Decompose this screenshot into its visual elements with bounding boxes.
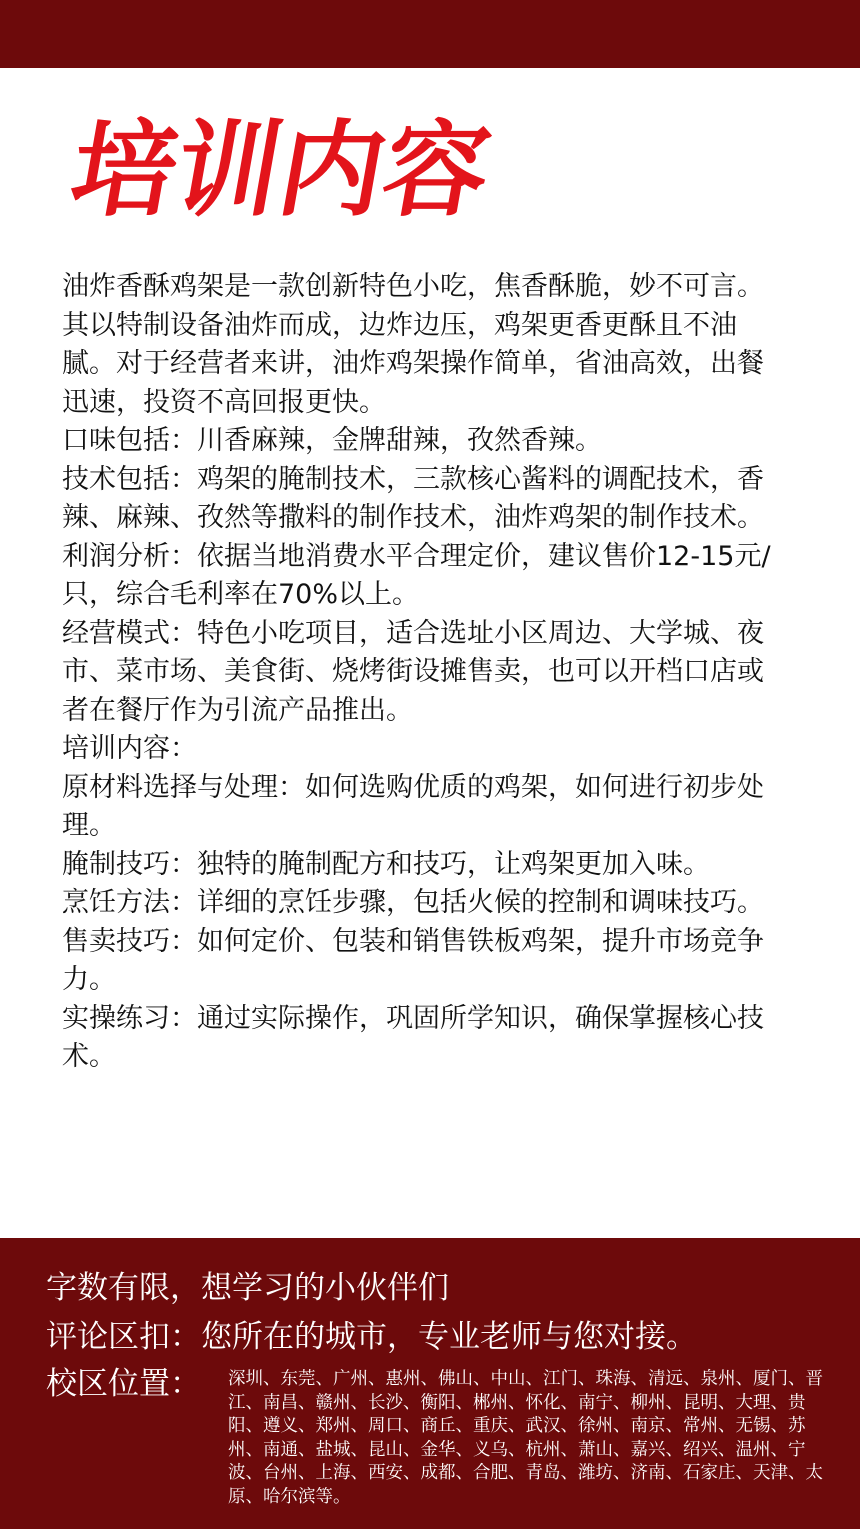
profit-paragraph: 利润分析：依据当地消费水平合理定价，建议售价12-15元/只，综合毛利率在70%以上。 [62, 540, 771, 610]
selling-paragraph: 售卖技巧：如何定价、包装和销售铁板鸡架，提升市场竞争力。 [62, 925, 764, 995]
technique-paragraph: 技术包括：鸡架的腌制技术，三款核心酱料的调配技术，香辣、麻辣、孜然等撒料的制作技术，油炸鸡架的制作技术。 [62, 463, 764, 533]
page-title: 培训内容 [61, 109, 500, 231]
footer-line-2: 评论区扣：您所在的城市，专业老师与您对接。 [46, 1319, 697, 1355]
marinate-paragraph: 腌制技巧：独特的腌制配方和技巧，让鸡架更加入味。 [62, 848, 710, 880]
training-heading: 培训内容： [62, 733, 197, 764]
campus-list: 深圳、东莞、广州、惠州、佛山、中山、江门、珠海、清远、泉州、厦门、晋江、南昌、赣州、长沙、衡阳、郴州、怀化、南宁、柳州、昆明、大理、贵阳、遵义、郑州、周口、商丘、重庆、武汉、徐州、南京、常州、无锡、苏州、南通、盐城、昆山、金华、义乌、杭州、萧山、嘉兴、绍兴、温州、宁波、台州、上海、西安、成都、合肥、青岛、潍坊、济南、石家庄、天津、太原、哈尔滨等。 [228, 1369, 823, 1507]
intro-paragraph: 油炸香酥鸡架是一款创新特色小吃，焦香酥脆，妙不可言。其以特制设备油炸而成，边炸边压，鸡架更香更酥且不油腻。对于经营者来讲，油炸鸡架操作简单，省油高效，出餐迅速，投资不高回报更快。 [62, 271, 764, 418]
practice-paragraph: 实操练习：通过实际操作，巩固所学知识，确保掌握核心技术。 [62, 1002, 764, 1072]
campus-label: 校区位置： [46, 1366, 201, 1402]
content-body [62, 268, 774, 1077]
top-banner-band [0, 0, 860, 68]
business-model-paragraph: 经营模式：特色小吃项目，适合选址小区周边、大学城、夜市、菜市场、美食街、烧烤街设摊售卖，也可以开档口店或者在餐厅作为引流产品推出。 [62, 617, 764, 726]
material-paragraph: 原材料选择与处理：如何选购优质的鸡架，如何进行初步处理。 [62, 771, 764, 841]
footer-panel [0, 1238, 860, 1529]
footer-line-1: 字数有限，想学习的小伙伴们 [46, 1270, 449, 1306]
cooking-paragraph: 烹饪方法：详细的烹饪步骤，包括火候的控制和调味技巧。 [62, 887, 764, 918]
flavor-paragraph: 口味包括：川香麻辣，金牌甜辣，孜然香辣。 [62, 425, 602, 456]
